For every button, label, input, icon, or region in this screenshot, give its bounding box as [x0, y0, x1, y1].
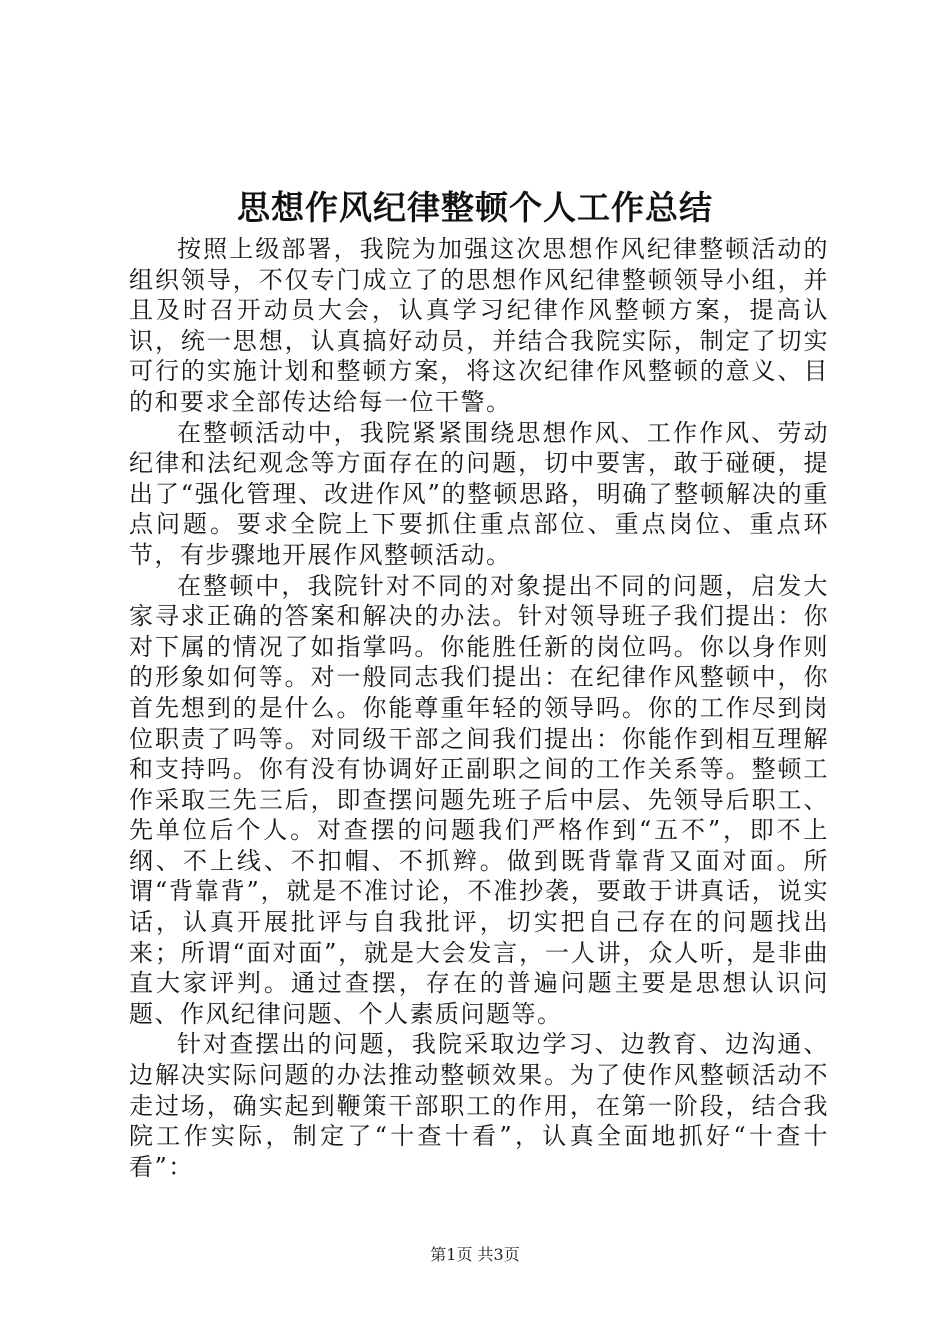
document-body	[129, 234, 829, 1182]
paragraph-2: 在整顿活动中，我院紧紧围绕思想作风、工作作风、劳动纪律和法纪观念等方面存在的问题，切中要害，敢于碰硬，提出了“强化管理、改进作风”的整顿思路，明确了整顿解决的重点问题。要求全院上下要抓住重点部位、重点岗位、重点环节，有步骤地开展作风整顿活动。	[129, 418, 829, 569]
page-footer: 第1页 共3页	[430, 1245, 520, 1264]
paragraph-1: 按照上级部署，我院为加强这次思想作风纪律整顿活动的组织领导，不仅专门成立了的思想作风纪律整顿领导小组，并且及时召开动员大会，认真学习纪律作风整顿方案，提高认识，统一思想，认真搞好动员，并结合我院实际，制定了切实可行的实施计划和整顿方案，将这次纪律作风整顿的意义、目的和要求全部传达给每一位干警。	[129, 235, 829, 416]
document-title: 思想作风纪律整顿个人工作总结	[237, 188, 713, 227]
paragraph-4: 针对查摆出的问题，我院采取边学习、边教育、边沟通、边解决实际问题的办法推动整顿效果。为了使作风整顿活动不走过场，确实起到鞭策干部职工的作用，在第一阶段，结合我院工作实际，制定了“十查十看”，认真全面地抓好“十查十看”：	[129, 1030, 829, 1181]
paragraph-3: 在整顿中，我院针对不同的对象提出不同的问题，启发大家寻求正确的答案和解决的办法。针对领导班子我们提出：你对下属的情况了如指掌吗。你能胜任新的岗位吗。你以身作则的形象如何等。对一般同志我们提出：在纪律作风整顿中，你首先想到的是什么。你能尊重年轻的领导吗。你的工作尽到岗位职责了吗等。对同级干部之间我们提出：你能作到相互理解和支持吗。你有没有协调好正副职之间的工作关系等。整顿工作采取三先三后，即查摆问题先班子后中层、先领导后职工、先单位后个人。对查摆的问题我们严格作到“五不”，即不上纲、不上线、不扣帽、不抓辫。做到既背靠背又面对面。所谓“背靠背”，就是不准讨论，不准抄袭，要敢于讲真话，说实话，认真开展批评与自我批评，切实把自己存在的问题找出来；所谓“面对面”，就是大会发言，一人讲，众人听，是非曲直大家评判。通过查摆，存在的普遍问题主要是思想认识问题、作风纪律问题、个人素质问题等。	[129, 571, 829, 1028]
